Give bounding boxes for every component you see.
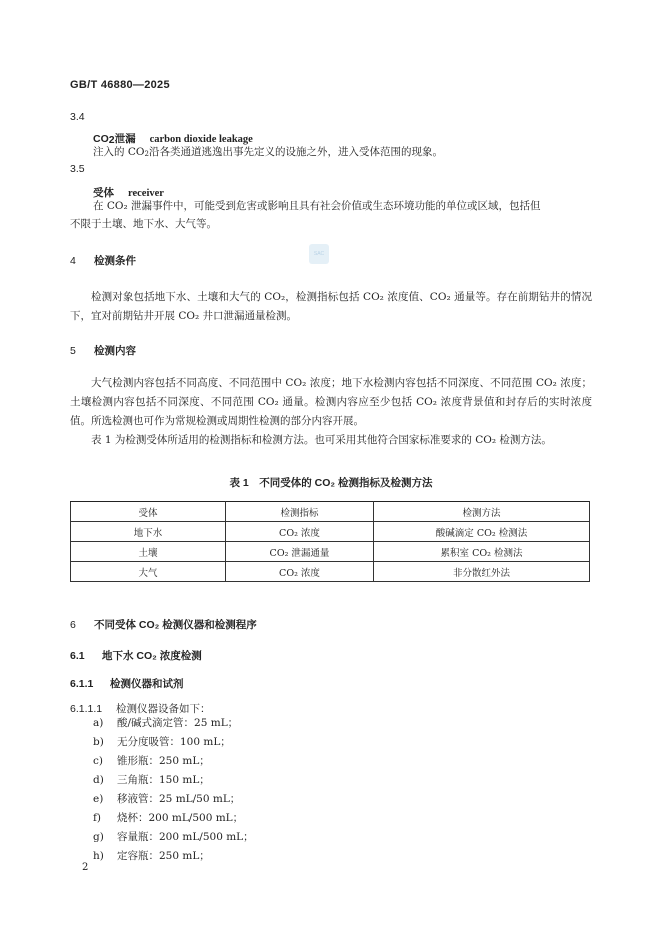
- section-4-number: 4: [70, 255, 76, 267]
- section-6-heading: [70, 617, 257, 632]
- list-item: [93, 790, 254, 809]
- clause-number-3-5: 3.5: [70, 163, 85, 175]
- list-item: [93, 733, 254, 752]
- section-6-title: 不同受体 CO₂ 检测仪器和检测程序: [94, 619, 257, 631]
- table-row: [71, 562, 590, 582]
- table-header-cell: 受体: [71, 502, 226, 522]
- table-1: [70, 501, 590, 582]
- list-item-label: d): [93, 774, 104, 786]
- clause-number-3-4: 3.4: [70, 111, 85, 123]
- section-5-title: 检测内容: [94, 345, 136, 357]
- table-cell: CO₂ 浓度: [226, 562, 374, 582]
- list-item: [93, 771, 254, 790]
- list-item-text: 定容瓶：250 mL；: [117, 850, 210, 862]
- term-3-4-post: 泄漏: [114, 133, 136, 145]
- list-item-text: 酸/碱式滴定管：25 mL；: [117, 717, 239, 729]
- list-item-label: e): [93, 793, 104, 805]
- list-item-text: 移液管：25 mL/50 mL；: [117, 793, 241, 805]
- definition-3-4: [93, 144, 443, 161]
- section-6-1-title: 地下水 CO₂ 浓度检测: [102, 650, 202, 662]
- definition-3-4-sub: 2: [144, 150, 149, 158]
- list-item-text: 烧杯：200 mL/500 mL；: [117, 812, 244, 824]
- standard-number: GB/T 46880—2025: [70, 79, 170, 91]
- section-6-1-1-1-number: 6.1.1.1: [70, 703, 103, 715]
- definition-3-5-line1: 在 CO₂ 泄漏事件中，可能受到危害或影响且具有社会价值或生态环境功能的单位或区域，包括但: [93, 200, 541, 212]
- term-3-4-english: carbon dioxide leakage: [149, 134, 253, 145]
- section-4-paragraph: 检测对象包括地下水、土壤和大气的 CO₂，检测指标包括 CO₂ 浓度值、CO₂ 通量等。存在前期钻井的情况下，宜对前期钻井开展 CO₂ 井口泄漏通量检测。: [70, 291, 592, 322]
- table-cell: 地下水: [71, 522, 226, 542]
- section-5-paragraph-2: 表 1 为检测受体所适用的检测指标和检测方法。也可采用其他符合国家标准要求的 CO₂ 检测方法。: [91, 434, 552, 446]
- list-item-text: 容量瓶：200 mL/500 mL；: [117, 831, 254, 843]
- table-header-cell: 检测方法: [374, 502, 590, 522]
- list-item-text: 三角瓶：150 mL；: [117, 774, 210, 786]
- instrument-list: [93, 714, 254, 866]
- term-3-5-english: receiver: [128, 188, 164, 199]
- list-item: [93, 752, 254, 771]
- list-item-label: b): [93, 736, 104, 748]
- definition-3-4-post: 沿各类通道逃逸出事先定义的设施之外，进入受体范围的现象。: [148, 146, 443, 158]
- section-6-1-number: 6.1: [70, 650, 85, 662]
- table-cell: 累积室 CO₂ 检测法: [374, 542, 590, 562]
- section-6-1-1-heading: [70, 676, 184, 691]
- list-item: [93, 714, 254, 733]
- section-4-title: 检测条件: [94, 255, 136, 267]
- term-3-4-sub: 2: [108, 134, 115, 146]
- table-cell: 酸碱滴定 CO₂ 检测法: [374, 522, 590, 542]
- table-row: [71, 522, 590, 542]
- section-4-heading: [70, 253, 136, 268]
- table-row: [71, 542, 590, 562]
- section-6-1-1-title: 检测仪器和试剂: [110, 678, 184, 690]
- section-6-number: 6: [70, 619, 76, 631]
- list-item-label: c): [93, 755, 103, 767]
- list-item-label: a): [93, 717, 104, 729]
- page-number: 2: [82, 862, 89, 873]
- list-item: [93, 809, 254, 828]
- table-header-cell: 检测指标: [226, 502, 374, 522]
- term-3-4-pre: CO: [93, 133, 109, 145]
- section-5-number: 5: [70, 345, 76, 357]
- list-item-text: 无分度吸管：100 mL；: [117, 736, 231, 748]
- term-3-5-chinese: 受体: [93, 187, 114, 199]
- sac-watermark-text: SAC: [313, 251, 325, 257]
- section-5-heading: [70, 343, 136, 358]
- list-item-label: g): [93, 831, 104, 843]
- table-cell: CO₂ 浓度: [226, 522, 374, 542]
- table-cell: 大气: [71, 562, 226, 582]
- definition-3-5-line2: 不限于土壤、地下水、大气等。: [70, 218, 217, 230]
- section-6-1-1-number: 6.1.1: [70, 678, 94, 690]
- list-item-label: f): [93, 812, 101, 824]
- definition-3-4-pre: 注入的 CO: [93, 146, 145, 158]
- list-item: [93, 847, 254, 866]
- list-item: [93, 828, 254, 847]
- section-6-1-1-1-text: 检测仪器设备如下：: [116, 703, 211, 715]
- sac-watermark-logo: [309, 244, 329, 264]
- section-5-paragraph-1: 大气检测内容包括不同高度、不同范围中 CO₂ 浓度；地下水检测内容包括不同深度、不同范围 CO₂ 浓度；土壤检测内容包括不同深度、不同范围 CO₂ 通量。检测内容应至少包括 CO₂ 浓度背景值和封存后的实时浓度值。所选检测也可作为常规检测或周期性检测的部分内容开展。: [70, 377, 592, 427]
- list-item-text: 锥形瓶：250 mL；: [117, 755, 210, 767]
- table-cell: 土壤: [71, 542, 226, 562]
- list-item-label: h): [93, 850, 104, 862]
- table-cell: CO₂ 泄漏通量: [226, 542, 374, 562]
- table-1-caption: 表 1 不同受体的 CO₂ 检测指标及检测方法: [229, 477, 433, 489]
- table-header-row: [71, 502, 590, 522]
- section-6-1-heading: [70, 648, 202, 663]
- table-cell: 非分散红外法: [374, 562, 590, 582]
